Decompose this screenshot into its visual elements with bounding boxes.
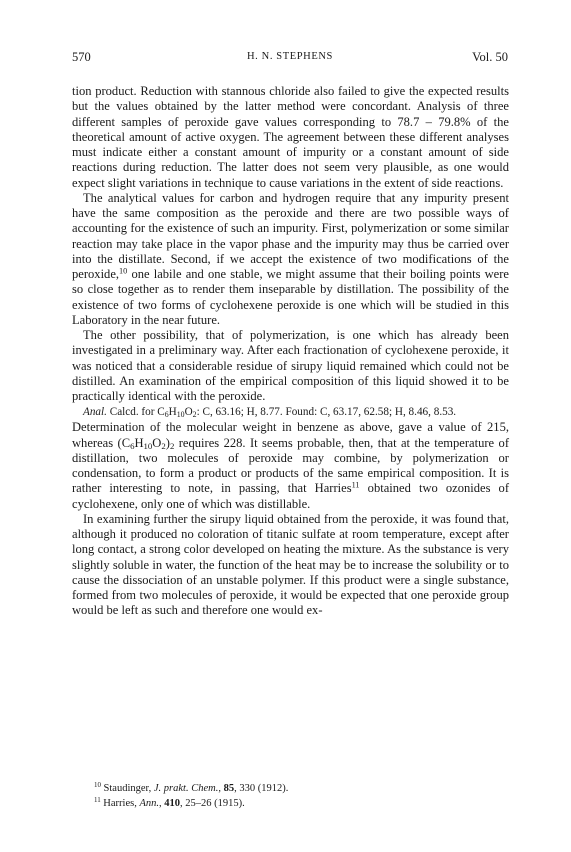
paragraph-molecular-weight: Determination of the molecular weight in benzene as above, gave a value of 215, whereas $(C_6H_{10}O_2)_2$ requires 228. It seems probable, then, that at the temperature of distillation, two molecules of peroxide may combine, by polymerization or condensation, to form a product or products of the same empirical composition. It is rather interesting to note, in passing, that Harries$^{11}$ obtained two ozonides of cyclohexene, only one of which was distillable. bbox=[72, 420, 510, 511]
paragraph-impurity: The analytical values for carbon and hydrogen require that any impurity present have the same composition as the peroxide and there are two possible ways of accounting for the existence of such an impurity. First, polymerization or some similar reaction may take place in the vapor phase and the impurity may thus be carried over into the distillate. Second, if we accept the existence of two modifications of the peroxide,$^{10}$ one labile and one stable, we might assume that their boiling points were so close together as to render them inseparable by distillation. The possibility of the existence of two forms of cyclohexene peroxide is one which will be studied in this Laboratory in the near future. bbox=[72, 190, 509, 327]
running-header bbox=[72, 49, 508, 65]
analysis-label: Anal. bbox=[83, 406, 107, 419]
paragraph-sirupy-liquid: In examining further the sirupy liquid obtained from the peroxide, it was found that, although it produced no coloration of titanic sulfate at room temperature, except after long contact, a strong color developed on heating the mixture. As the substance is very slightly soluble in water, the function of the heat may be to increase the solubility or to cause the dissociation of an unstable polymer. If this product were a single substance, formed from two molecules of peroxide, it would be expected that one peroxide group would be left as such and therefore one would ex- bbox=[72, 511, 509, 618]
footnotes bbox=[94, 782, 509, 811]
volume-label: Vol. 50 bbox=[472, 50, 508, 64]
paragraph-polymerization: The other possibility, that of polymerization, is one which has already been investigated in a preliminary way. After each fractionation of cyclohexene peroxide, it was noticed that a considerable residue of sirupy liquid remained which could not be distilled. An examination of the empirical composition of this liquid showed it to be practically identical with the peroxide. bbox=[72, 328, 509, 403]
paragraph-continuation: tion product. Reduction with stannous chloride also failed to give the expected results but the values obtained by the latter method were concordant. Analysis of three different samples of peroxide gave values corresponding to 78.7 – 79.8% of the theoretical amount of active oxygen. The agreement between these different analyses must indicate either a constant amount of impurity or a constant amount of side reactions during reduction. The latter does not seem very plausible, as one would expect slight variations in technique to cause variations in the extent of side reactions. bbox=[72, 84, 509, 190]
footnote-11: $^{11}$ Harries, Ann., 410, 25–26 (1915). bbox=[94, 796, 245, 809]
page-number: 570 bbox=[72, 50, 91, 64]
footnote-10: $^{10}$ Staudinger, J. prakt. Chem., 85, 330 (1912). bbox=[94, 782, 289, 794]
footnote-ref-11[interactable]: 11 bbox=[351, 480, 360, 490]
article-body bbox=[72, 84, 509, 619]
analysis-line: Anal. Calcd. for $C_6H_{10}O_2$: C, 63.16; H, 8.77. Found: C, 63.17, 62.58; H, 8.46, 8.53. bbox=[83, 406, 457, 420]
footnote-ref-10[interactable]: 10 bbox=[119, 266, 128, 276]
running-author: H. N. STEPHENS bbox=[247, 51, 333, 62]
